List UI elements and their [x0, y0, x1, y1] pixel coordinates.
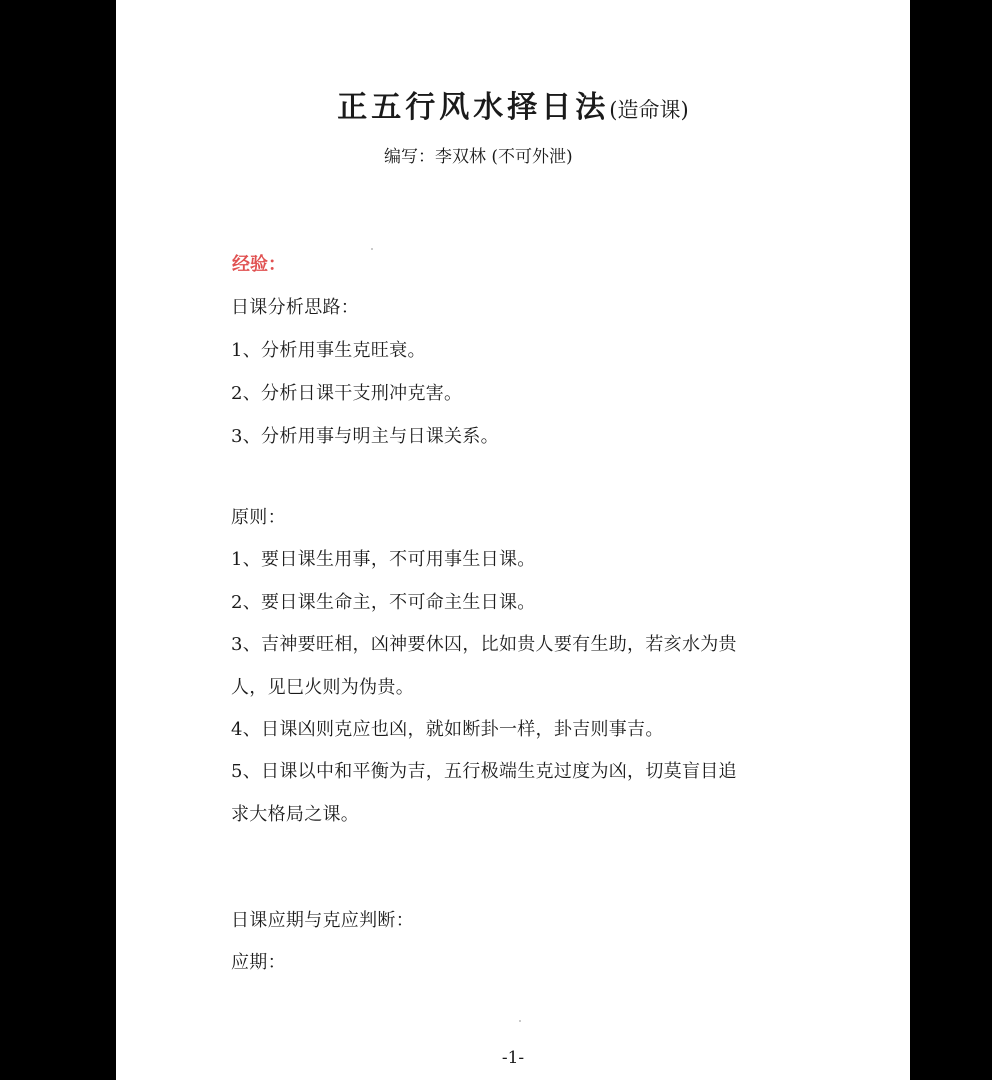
- principle-line-1: 1、要日课生用事，不可用事生日课。: [231, 549, 536, 570]
- analysis-heading: 日课分析思路：: [231, 297, 360, 318]
- document-page: [116, 0, 910, 1080]
- document-title: [116, 82, 910, 126]
- title-main: 正五行风水择日法: [337, 90, 610, 125]
- title-suffix: (造命课): [609, 98, 689, 122]
- author-line: 编写：李双林 (不可外泄): [384, 147, 573, 167]
- principle-line-3: 3、吉神要旺相，凶神要休囚，比如贵人要有生助，若亥水为贵: [231, 634, 737, 655]
- principle-line-4: 人，见巳火则为伪贵。: [231, 677, 414, 698]
- scan-speck: [519, 1020, 521, 1022]
- experience-heading: 经验：: [232, 254, 286, 275]
- principle-line-6: 5、日课以中和平衡为吉，五行极端生克过度为凶，切莫盲目追: [231, 761, 737, 782]
- analysis-item-3: 3、分析用事与明主与日课关系。: [231, 426, 499, 447]
- principle-line-2: 2、要日课生命主，不可命主生日课。: [231, 592, 536, 613]
- analysis-item-2: 2、分析日课干支刑冲克害。: [231, 383, 463, 404]
- principles-heading: 原则：: [231, 507, 286, 528]
- principle-line-7: 求大格局之课。: [231, 804, 360, 825]
- scan-speck: [371, 248, 373, 250]
- page-number: -1-: [501, 1048, 525, 1068]
- analysis-item-1: 1、分析用事生克旺衰。: [231, 340, 426, 361]
- timing-subheading: 应期：: [231, 952, 286, 973]
- principle-line-5: 4、日课凶则克应也凶，就如断卦一样，卦吉则事吉。: [231, 719, 664, 740]
- timing-heading: 日课应期与克应判断：: [231, 910, 414, 931]
